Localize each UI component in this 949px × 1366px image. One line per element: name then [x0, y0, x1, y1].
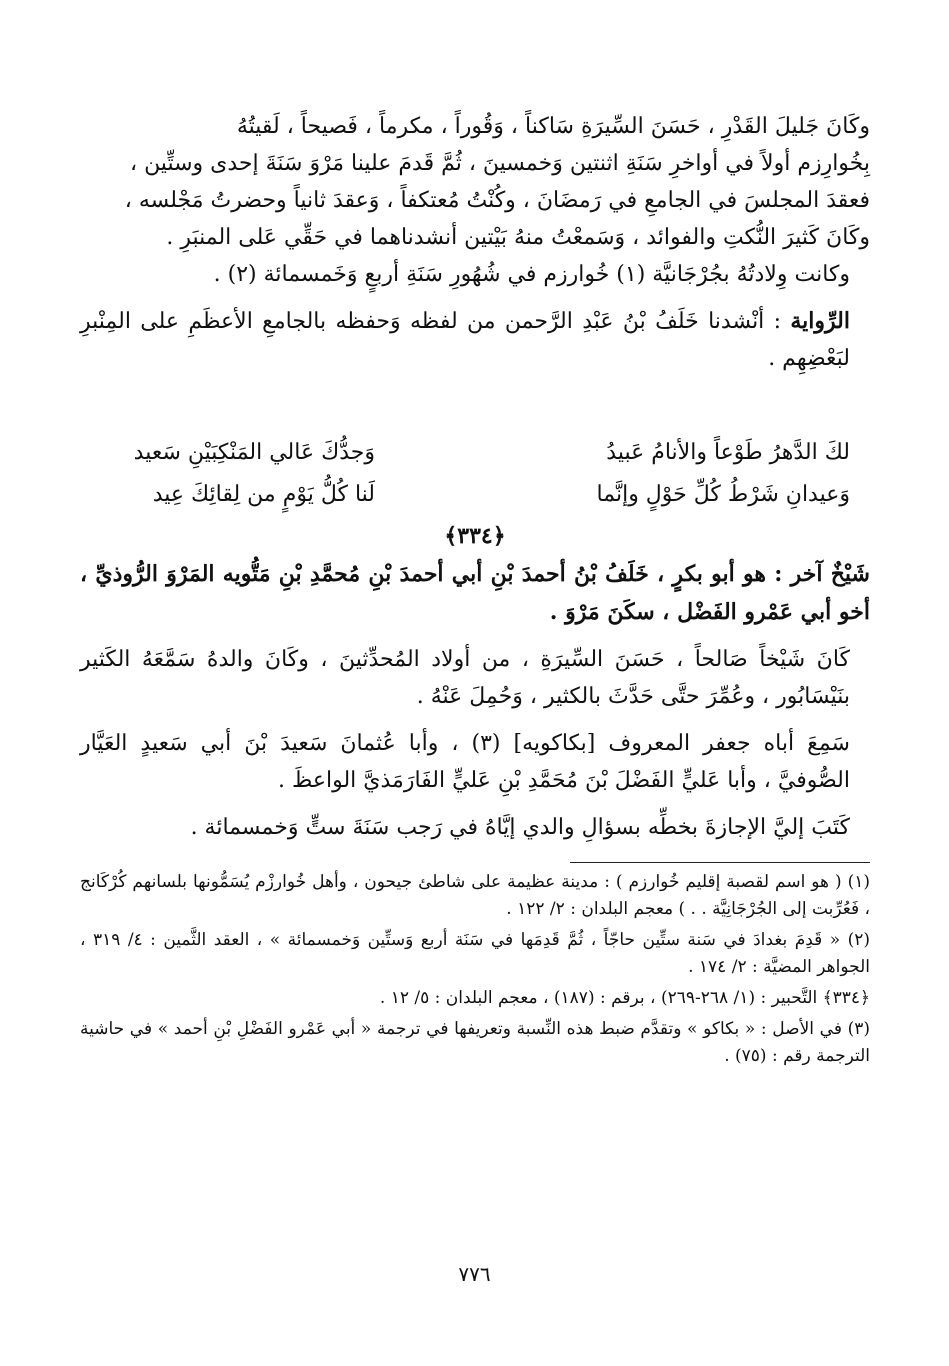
footnote-1: (١) ( هو اسم لقصبة إقليم خُوارزم ) : مدينة عظيمة على شاطئ جيحون ، وأهل خُوارزْم يُسَمُّونها بلسانهم كُرْكَانج ، فَعُرِّبت إلى الجُرْجَانِيَّة . . ) معجم البلدان : ٢/ ١٢٢ .	[80, 872, 870, 919]
paragraph-description: كَانَ شَيْخاً صَالحاً ، حَسَنَ السِّيرَةِ ، من أولاد المُحدِّثينَ ، وكَانَ والدهُ سَمَّعَهُ الكَثير بنَيْسَابُور ، وعُمِّرَ حتَّى حَدَّثَ بالكثير ، وَحُمِلَ عَنْهُ .	[80, 647, 850, 709]
text-line: وكَانَ جَليلَ القَدْرِ ، حَسَنَ السِّيرَةِ سَاكناً ، وَقُوراً ، مكرماً ، فَصيحاً ، لَقيتُهُ	[236, 114, 870, 139]
text-line: فعقدَ المجلسَ في الجامعِ في رَمضَانَ ، وكُنْتُ مُعتكفاً ، وَعقدَ ثانياً وحضرتُ مَجْلسه ،	[124, 188, 870, 213]
paragraph-ijaza: كَتَبَ إليَّ الإجازةَ بخطِّه بسؤالِ والدي إيَّاهُ في رَجب سَنَةَ ستٍّ وَخمسمائة .	[190, 815, 850, 840]
paragraph-biography-1	[80, 108, 870, 256]
poem-hemistich-1a: لكَ الدَّهرُ طَوْعاً والأنامُ عَبيدُ	[606, 440, 850, 465]
text-line: وكَانَ كَثيرَ النُّكتِ والفوائد ، وَسَمعْتُ منهُ بَيْتين أنشدناهما في حَقِّي عَلى المنبَرِ .	[166, 225, 870, 250]
paragraph-teachers: سَمِعَ أباه جعفر المعروف [بكاكويه] (٣) ، وأبا عُثمانَ سَعيدَ بْنَ أبي سَعيدٍ العَيَّار الصُّوفيَّ ، وأبا عَليٍّ الفَضْلَ بْنَ مُحَمَّدِ بْنِ عَليٍّ الفَارَمَذيَّ الواعظَ .	[80, 731, 850, 793]
footnotes	[80, 869, 870, 1070]
poem-hemistich-2b: لَنا كُلُّ يَوْمٍ من لِقائِكَ عِيد	[152, 482, 375, 507]
page-body	[80, 108, 870, 1074]
entry-number: ﴿٣٣٤﴾	[444, 523, 506, 549]
poem-hemistich-1b: وَجدُّكَ عَالي المَنْكِبَيْنِ سَعيد	[133, 440, 375, 465]
entry-heading-text: : هو أبو بكرٍ ، خَلَفُ بْنُ أحمدَ بْنِ أبي أحمدَ بْنِ مُحمَّدِ بْنِ مَتُّويه المَرْوَ الرُّوذيِّ ، أخو أبي عَمْرو الفَضْل ، سكَنَ مَرْوَ .	[80, 561, 870, 625]
entry-heading	[80, 555, 870, 631]
riwaya-label: الرِّواية	[790, 308, 850, 334]
footnote-entry-sources: ﴿٣٣٤﴾ التَّحبير : (١/ ٢٦٨-٢٦٩) ، برقم : (١٨٧) ، معجم البلدان : ٥/ ١٢ .	[379, 988, 870, 1008]
footnote-2: (٢) « قَدِمَ بغدادَ في سَنة ستِّين حاجّاً ، ثُمَّ قَدِمَها في سَنَة أربع وَستِّين وَخمسمائة » ، العقد الثَّمين : ٤/ ٣١٩ ، الجواهر المضيَّة : ٢/ ١٧٤ .	[80, 930, 871, 977]
page-number: ٧٧٦	[458, 1262, 491, 1286]
riwaya-text: : أنْشدنا خَلَفُ بْنُ عَبْدِ الرَّحمن من لفظه وَحفظه بالجامعِ الأعظَمِ على المِنْبرِ لبَعْضِهِم .	[80, 309, 850, 371]
text-line: بِخُوارِزم أولاً في أواخرِ سَنَةِ اثنتين وَخمسينَ ، ثُمَّ قَدمَ علينا مَرْوَ سَنَةَ إحدى وستِّين ،	[129, 151, 870, 176]
poem-hemistich-2a: وَعيدانِ شَرْطُ كُلِّ حَوْلٍ وإنَّما	[596, 482, 850, 507]
entry-label: شَيْخٌ آخر	[790, 561, 870, 587]
paragraph-birth: وكانت وِلادتُهُ بجُرْجَانيَّة (١) خُوارزم في شُهُورِ سَنَةِ أربعٍ وَخَمسمائة (٢) .	[213, 262, 850, 287]
footnote-3: (٣) في الأصل : « بكاكو » وتقدَّم ضبط هذه النِّسبة وتعريفها في ترجمة « أبي عَمْرو الفَضْلِ بْنِ أحمد » في حاشية الترجمة رقم : (٧٥) .	[80, 1019, 870, 1066]
poem-block	[80, 435, 870, 513]
paragraph-riwaya	[80, 303, 870, 377]
footnote-divider	[570, 862, 870, 863]
